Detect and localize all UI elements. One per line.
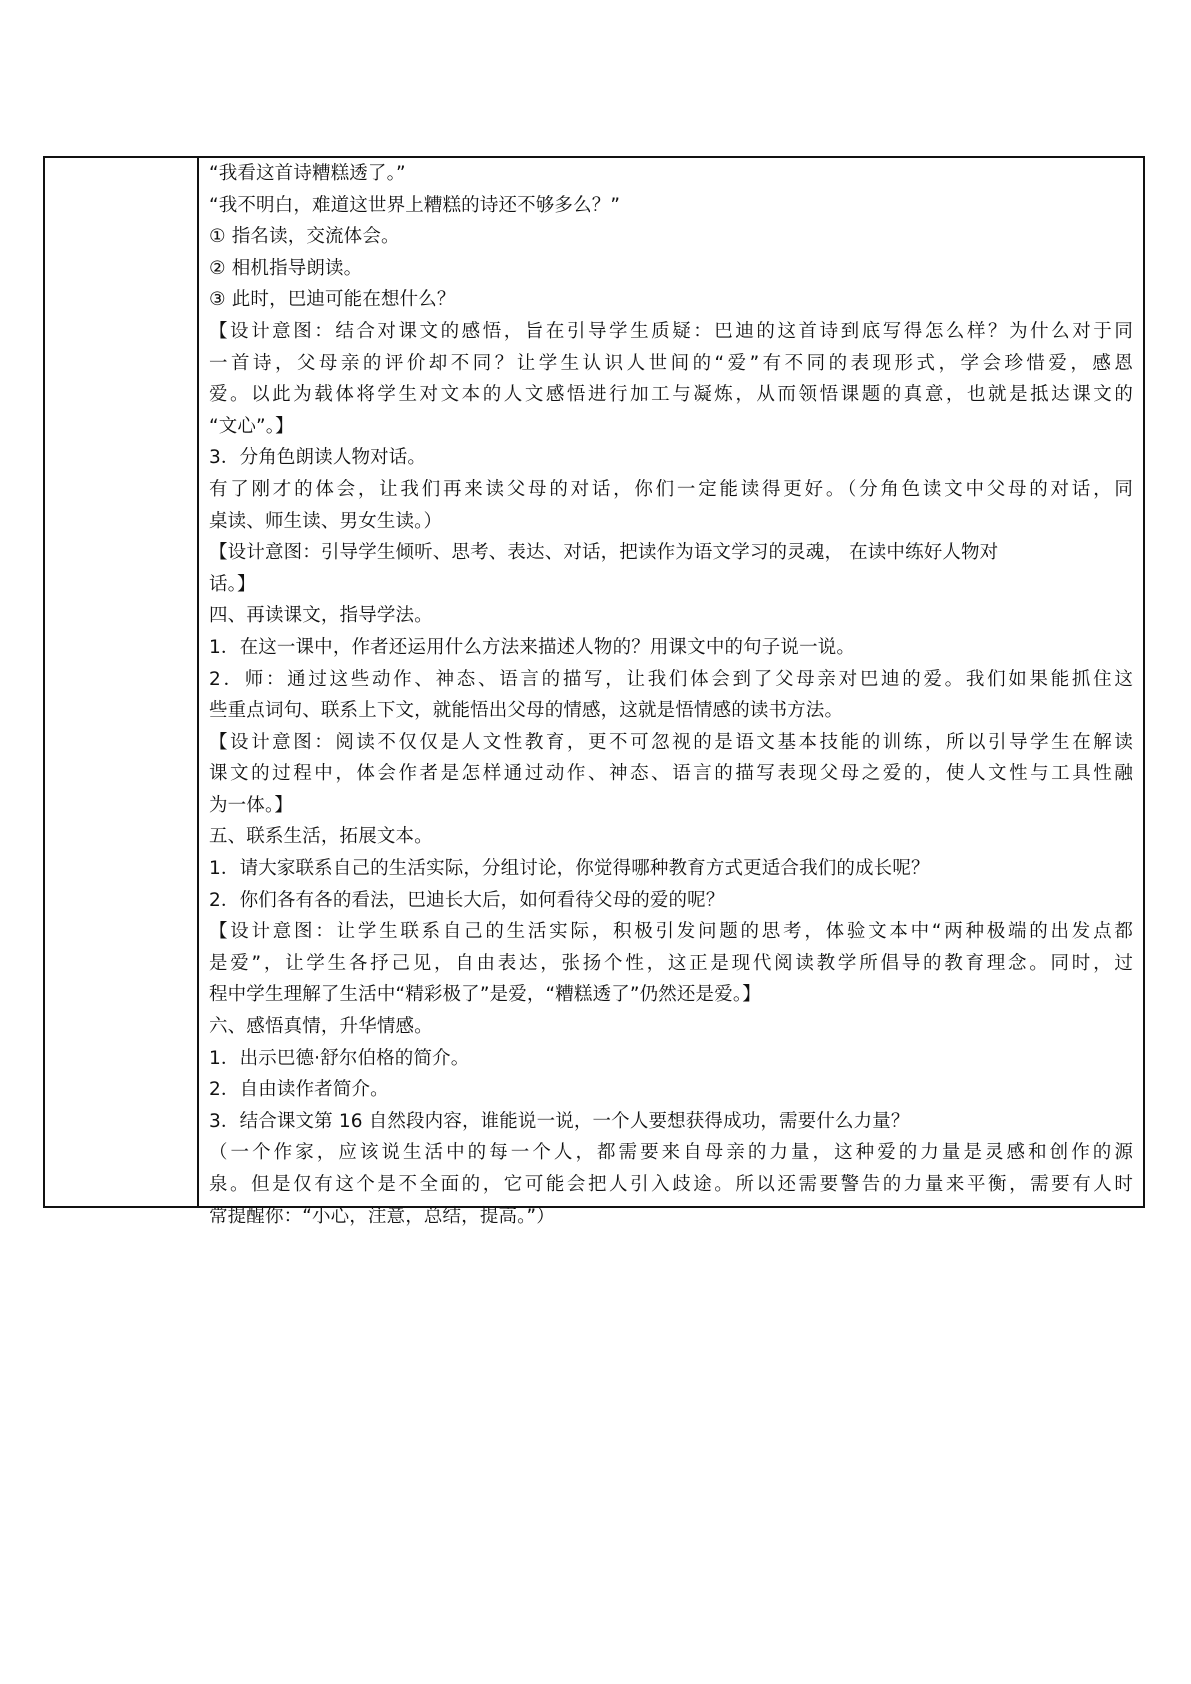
text-line: 3．结合课文第 16 自然段内容，谁能说一说，一个人要想获得成功，需要什么力量？ [209, 1110, 910, 1132]
lesson-plan-table [43, 156, 1145, 1227]
text-line: （一个作家，应该说生活中的每一个人，都需要来自母亲的力量，这种爱的力量是灵感和创作的源 [209, 1142, 1133, 1164]
text-line: 六、感悟真情，升华情感。 [209, 1016, 433, 1038]
text-line: 话。】 [209, 573, 256, 595]
text-line: 【设计意图：让学生联系自己的生活实际，积极引发问题的思考，体验文本中“两种极端的出发点都 [209, 921, 1133, 943]
text-line: 【设计意图：结合对课文的感悟，旨在引导学生质疑：巴迪的这首诗到底写得怎么样？为什么对于同 [209, 320, 1133, 342]
text-line: ② 相机指导朗读。 [209, 257, 363, 279]
text-line: 是爱”，让学生各抒己见，自由表达，张扬个性，这正是现代阅读教学所倡导的教育理念。同时，过 [209, 952, 1133, 974]
text-line: 为一体。】 [209, 794, 294, 816]
text-line: 泉。但是仅有这个是不全面的，它可能会把人引入歧途。所以还需要警告的力量来平衡，需要有人时 [209, 1174, 1133, 1195]
text-line: 2．你们各有各的看法，巴迪长大后，如何看待父母的爱的呢？ [209, 889, 725, 911]
lesson-content-cell [201, 158, 1143, 1227]
text-line: 五、联系生活，拓展文本。 [209, 826, 433, 848]
text-line: “我看这首诗糟糕透了。” [209, 163, 406, 184]
text-line: 有了刚才的体会，让我们再来读父母的对话，你们一定能读得更好。（分角色读文中父母的对话，同 [209, 478, 1133, 500]
text-line: “我不明白，难道这世界上糟糕的诗还不够多么？” [209, 194, 621, 216]
text-line: ① 指名读，交流体会。 [209, 226, 400, 248]
text-line: 3．分角色朗读人物对话。 [209, 447, 427, 469]
text-line: 些重点词句、联系上下文，就能悟出父母的情感，这就是悟情感的读书方法。 [209, 700, 844, 722]
left-column-cell [45, 158, 199, 1206]
text-line: 程中学生理解了生活中“精彩极了”是爱，“糟糕透了”仍然还是爱。】 [209, 984, 761, 1006]
text-line: 一首诗，父母亲的评价却不同？让学生认识人世间的“爱”有不同的表现形式，学会珍惜爱，感恩 [209, 352, 1133, 374]
text-line: 爱。以此为载体将学生对文本的人文感悟进行加工与凝炼，从而领悟课题的真意，也就是抵达课文的 [209, 384, 1133, 406]
text-line: 1．出示巴德·舒尔伯格的简介。 [209, 1047, 470, 1069]
text-line: 桌读、师生读、男女生读。） [209, 510, 443, 532]
text-line: 【设计意图：阅读不仅仅是人文性教育，更不可忽视的是语文基本技能的训练，所以引导学生在解读 [209, 731, 1133, 753]
text-line: 四、再读课文，指导学法。 [209, 605, 433, 627]
text-line: ③ 此时，巴迪可能在想什么？ [209, 289, 456, 311]
text-line: 课文的过程中，体会作者是怎样通过动作、神态、语言的描写表现父母之爱的，使人文性与工具性融 [209, 763, 1133, 785]
text-line: 常提醒你：“小心，注意，总结，提高。”） [209, 1205, 555, 1227]
text-line: “文心”。】 [209, 415, 294, 437]
text-line: 1．请大家联系自己的生活实际，分组讨论，你觉得哪种教育方式更适合我们的成长呢？ [209, 858, 930, 880]
text-line: 【设计意图：引导学生倾听、思考、表达、对话，把读作为语文学习的灵魂， 在读中练好人物对 [209, 542, 999, 564]
text-line: 2．师：通过这些动作、神态、语言的描写，让我们体会到了父母亲对巴迪的爱。我们如果能抓住这 [209, 668, 1133, 690]
lesson-text-lines [209, 158, 1133, 1232]
text-line: 1．在这一课中，作者还运用什么方法来描述人物的？用课文中的句子说一说。 [209, 636, 856, 658]
text-line: 2．自由读作者简介。 [209, 1079, 389, 1101]
